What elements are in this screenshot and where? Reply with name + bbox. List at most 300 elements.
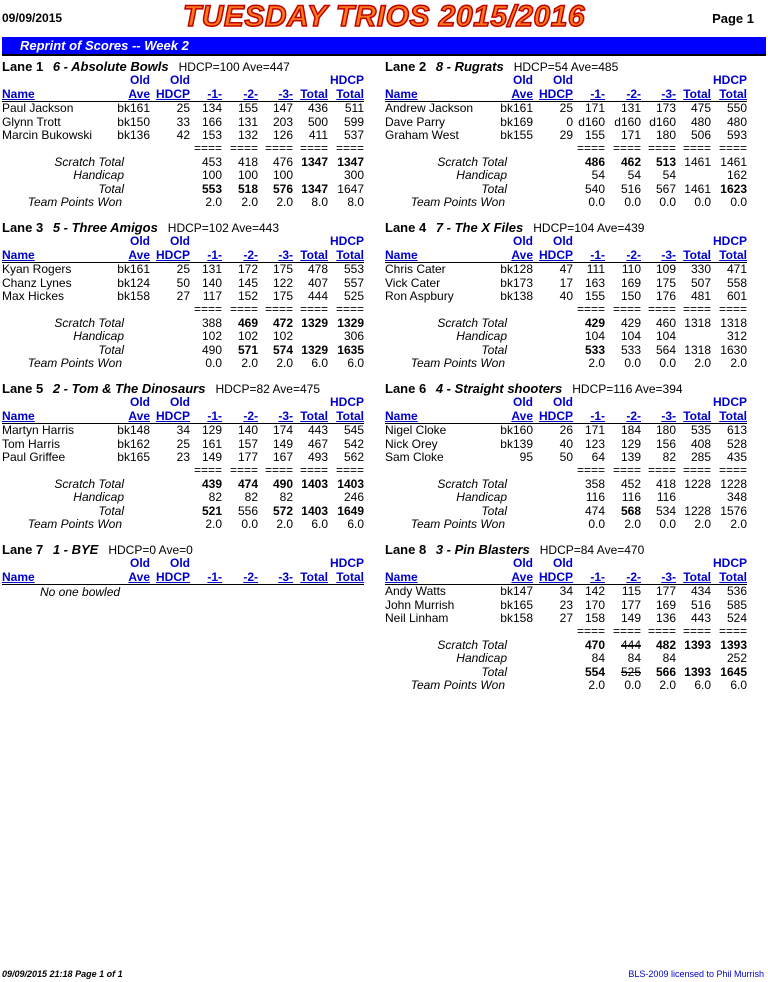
separator: ==== (682, 301, 711, 316)
lane-title (385, 59, 618, 74)
header-game-1: -1- (590, 409, 605, 423)
handicap-value: 82 (244, 490, 258, 504)
bowler-hdcp-total: 601 (726, 289, 747, 303)
bowler-ave: bk161 (117, 101, 150, 115)
scratch-total-label: Scratch Total (437, 154, 507, 169)
header-ave: Ave (128, 409, 150, 423)
handicap-label: Handicap (456, 329, 507, 343)
bowler-game-2: 131 (237, 114, 258, 129)
bowler-game-2: 140 (237, 423, 258, 437)
header-game-3: -3- (278, 570, 293, 584)
bowler-name: Tom Harris (2, 436, 61, 451)
scratch-total-value: 453 (201, 154, 222, 169)
scratch-total-label: Scratch Total (437, 476, 507, 491)
bowler-total: 481 (690, 289, 711, 303)
handicap-value: 102 (201, 329, 222, 343)
bowler-game-3: 177 (655, 584, 676, 598)
bowler-ave: bk158 (117, 289, 150, 303)
header-hdcp: HDCP (329, 73, 364, 87)
team-total-value: 474 (584, 503, 605, 518)
team-points-value: 0.0 (659, 195, 676, 209)
handicap-value: 100 (201, 168, 222, 182)
header-game-2: -2- (243, 409, 258, 423)
bowler-name: Andy Watts (385, 584, 446, 598)
bowler-hdcp-total: 613 (726, 423, 747, 437)
bowler-name: Max Hickes (2, 289, 65, 303)
scratch-total-value: 388 (201, 315, 222, 330)
separator: ==== (299, 140, 328, 155)
team-name: 2 - Tom & The Dinosaurs (52, 381, 206, 396)
header-ave: Ave (128, 570, 150, 584)
bowler-hdcp-total: 480 (726, 114, 747, 129)
scratch-total-value: 472 (272, 315, 293, 330)
header-old: Old (170, 395, 190, 409)
bowler-hdcp: 47 (559, 262, 573, 276)
separator: ==== (718, 140, 747, 155)
team-points-value: 2.0 (276, 517, 293, 531)
header-total: Total (300, 87, 328, 101)
separator: ==== (576, 140, 605, 155)
bowler-hdcp: 0 (566, 114, 573, 129)
team-name: 4 - Straight shooters (435, 381, 563, 396)
scratch-total-value: 1329 (337, 315, 364, 330)
bowler-hdcp-total: 585 (726, 597, 747, 612)
lane-title (385, 542, 644, 557)
handicap-value: 348 (726, 490, 747, 504)
team-points-value: 0.0 (659, 356, 676, 370)
scratch-total-value: 476 (272, 154, 293, 169)
separator: ==== (647, 623, 676, 638)
lane-number: Lane 1 (2, 59, 44, 74)
team-points-value: 2.0 (730, 517, 747, 531)
header-name: Name (385, 409, 418, 423)
team-points-value: 2.0 (659, 678, 676, 692)
bowler-game-3: 175 (655, 275, 676, 290)
header-old: Old (553, 234, 573, 248)
bowler-name: Ron Aspbury (385, 289, 454, 303)
scratch-total-value: 490 (272, 476, 293, 491)
team-points-value: 2.0 (241, 356, 258, 370)
lane-block (385, 381, 765, 541)
bowler-game-1: 158 (584, 611, 605, 625)
team-total-value: 1630 (720, 342, 747, 357)
bowler-game-2: 169 (620, 275, 641, 290)
header-total: Total (683, 570, 711, 584)
scratch-total-value: 1403 (301, 476, 328, 491)
banner-text: Reprint of Scores -- Week 2 (20, 38, 189, 53)
separator: ==== (299, 462, 328, 477)
lane-title (2, 220, 279, 235)
team-points-value: 0.0 (588, 517, 605, 531)
separator: ==== (193, 462, 222, 477)
header-hdcp: HDCP (155, 87, 190, 101)
team-name: 5 - Three Amigos (52, 220, 158, 235)
handicap-value: 104 (584, 329, 605, 343)
team-points-value: 0.0 (241, 517, 258, 531)
footer-license: BLS-2009 licensed to Phil Murrish (628, 969, 764, 979)
page-number: Page 1 (712, 11, 754, 26)
team-total-value: 1228 (684, 503, 711, 518)
team-handicap-average: HDCP=116 Ave=394 (572, 382, 683, 396)
lane-number: Lane 8 (385, 542, 427, 557)
header-hdcp: HDCP (329, 234, 364, 248)
separator: ==== (612, 623, 641, 638)
team-points-value: 8.0 (311, 195, 328, 209)
scratch-total-value: 1228 (720, 476, 747, 491)
team-total-value: 533 (620, 342, 641, 357)
bowler-game-3: 174 (272, 423, 293, 437)
header-hdcp: HDCP (538, 570, 573, 584)
team-total-label: Total (481, 342, 507, 357)
team-points-label: Team Points Won (410, 678, 505, 692)
separator: ==== (682, 462, 711, 477)
bowler-name: Sam Cloke (385, 450, 444, 464)
header-ave: Ave (511, 87, 533, 101)
bowler-game-2: 149 (620, 611, 641, 625)
lane-number: Lane 2 (385, 59, 427, 74)
team-points-value: 2.0 (588, 356, 605, 370)
separator: ==== (612, 140, 641, 155)
bowler-game-3: 156 (655, 436, 676, 451)
bowler-hdcp: 27 (559, 611, 573, 625)
footer-timestamp: 09/09/2015 21:18 Page 1 of 1 (2, 969, 123, 979)
header-total: Total (300, 248, 328, 262)
team-total-value: 564 (655, 342, 676, 357)
separator: ==== (718, 462, 747, 477)
header-old: Old (553, 556, 573, 570)
team-total-value: 574 (272, 342, 293, 357)
header-game-3: -3- (278, 409, 293, 423)
team-points-value: 2.0 (588, 678, 605, 692)
bowler-total: 285 (690, 450, 711, 464)
header-hdcp-total: Total (336, 248, 364, 262)
bowler-hdcp-total: 545 (343, 423, 364, 437)
bowler-hdcp: 29 (559, 128, 573, 142)
scratch-total-value: 513 (655, 154, 676, 169)
header-hdcp-total: Total (719, 87, 747, 101)
bowler-total: 480 (690, 114, 711, 129)
bowler-total: 535 (690, 423, 711, 437)
team-total-value: 1329 (301, 342, 328, 357)
bowler-hdcp: 25 (176, 436, 190, 451)
team-total-value: 1393 (684, 664, 711, 679)
lane-title (2, 542, 193, 557)
report-banner (2, 37, 766, 56)
bowler-ave: 95 (519, 450, 533, 464)
scratch-total-value: 1347 (301, 154, 328, 169)
scratch-total-value: 474 (237, 476, 258, 491)
bowler-hdcp: 40 (559, 289, 573, 303)
bowler-ave: bk161 (117, 262, 150, 276)
bowler-ave: bk150 (117, 114, 150, 129)
bowler-name: Chris Cater (385, 262, 446, 276)
team-points-value: 6.0 (311, 356, 328, 370)
scratch-total-value: 462 (620, 154, 641, 169)
bowler-name: Paul Jackson (2, 101, 74, 115)
team-total-value: 553 (201, 181, 222, 196)
bowler-ave: bk165 (117, 450, 150, 464)
lane-title (2, 59, 290, 74)
lane-block (2, 220, 382, 380)
header-ave: Ave (511, 570, 533, 584)
bowler-ave: bk138 (500, 289, 533, 303)
bowler-name: John Murrish (385, 597, 455, 612)
header-game-3: -3- (661, 87, 676, 101)
team-points-value: 2.0 (624, 517, 641, 531)
bowler-game-2: 115 (621, 584, 641, 598)
bowler-game-2: 139 (620, 450, 641, 464)
lane-block (2, 381, 382, 541)
header-old: Old (170, 556, 190, 570)
team-total-value: 571 (237, 342, 258, 357)
header-old: Old (513, 395, 533, 409)
lane-number: Lane 5 (2, 381, 44, 396)
bowler-total: 443 (307, 423, 328, 437)
header-hdcp: HDCP (538, 409, 573, 423)
bowler-total: 411 (308, 128, 328, 142)
header-total: Total (300, 570, 328, 584)
team-total-value: 1403 (301, 503, 328, 518)
bowler-hdcp-total: 599 (343, 114, 364, 129)
header-hdcp: HDCP (329, 395, 364, 409)
team-total-value: 567 (655, 181, 676, 196)
team-total-value: 1347 (301, 181, 328, 196)
bowler-game-1: 111 (586, 262, 605, 276)
bowler-hdcp: 33 (176, 114, 190, 129)
separator: ==== (193, 301, 222, 316)
header-old: Old (553, 73, 573, 87)
bowler-ave: bk169 (500, 114, 533, 129)
lane-title (385, 220, 644, 235)
bowler-game-2: 150 (620, 289, 641, 303)
handicap-label: Handicap (73, 490, 124, 504)
separator: ==== (335, 140, 364, 155)
header-game-3: -3- (278, 87, 293, 101)
bowler-game-1: 153 (201, 128, 222, 142)
handicap-value: 54 (627, 168, 641, 182)
team-points-value: 2.0 (276, 195, 293, 209)
bowler-game-3: 173 (655, 101, 676, 115)
team-points-value: 6.0 (730, 678, 747, 692)
bowler-game-2: 132 (237, 128, 258, 142)
separator: ==== (647, 140, 676, 155)
team-points-label: Team Points Won (27, 517, 122, 531)
team-total-value: 518 (237, 181, 258, 196)
bowler-game-2: 110 (621, 262, 641, 276)
bowler-hdcp-total: 525 (343, 289, 364, 303)
header-ave: Ave (511, 409, 533, 423)
bowler-game-1: 131 (201, 262, 222, 276)
bowler-hdcp-total: 435 (726, 450, 747, 464)
header-hdcp-total: Total (719, 409, 747, 423)
bowler-game-3: 82 (662, 450, 676, 464)
header-game-3: -3- (661, 570, 676, 584)
team-handicap-average: HDCP=82 Ave=475 (215, 382, 320, 396)
team-handicap-average: HDCP=0 Ave=0 (108, 543, 193, 557)
lane-block (385, 220, 765, 380)
bowler-game-2: 184 (620, 423, 641, 437)
bowler-ave: bk148 (117, 423, 150, 437)
team-points-value: 2.0 (694, 356, 711, 370)
header-ave: Ave (128, 87, 150, 101)
bowler-hdcp-total: 528 (726, 436, 747, 451)
header-hdcp-total: Total (336, 409, 364, 423)
team-name: 6 - Absolute Bowls (52, 59, 169, 74)
empty-lane-note: No one bowled (40, 585, 121, 599)
header-total: Total (300, 409, 328, 423)
header-game-2: -2- (626, 570, 641, 584)
team-points-value: 0.0 (694, 195, 711, 209)
header-old: Old (170, 234, 190, 248)
scratch-total-value: 429 (584, 315, 605, 330)
team-points-value: 2.0 (694, 517, 711, 531)
bowler-name: Nigel Cloke (385, 423, 447, 437)
team-total-value: 568 (620, 503, 641, 518)
header-name: Name (2, 87, 35, 101)
bowler-name: Chanz Lynes (2, 275, 72, 290)
bowler-total: 493 (307, 450, 328, 464)
header-game-1: -1- (590, 570, 605, 584)
scratch-total-label: Scratch Total (54, 154, 124, 169)
handicap-value: 100 (272, 168, 293, 182)
header-name: Name (385, 570, 418, 584)
team-points-value: 0.0 (624, 678, 641, 692)
team-points-label: Team Points Won (27, 195, 122, 209)
scratch-total-value: 1393 (684, 637, 711, 652)
bowler-name: Neil Linham (385, 611, 449, 625)
header-game-3: -3- (278, 248, 293, 262)
bowler-total: 516 (690, 597, 711, 612)
separator: ==== (229, 140, 258, 155)
team-points-value: 2.0 (730, 356, 747, 370)
bowler-hdcp: 25 (559, 101, 573, 115)
header-game-1: -1- (207, 409, 222, 423)
header-total: Total (683, 87, 711, 101)
bowler-name: Marcin Bukowski (2, 128, 93, 142)
bowler-game-3: 180 (655, 423, 676, 437)
team-total-value: 1623 (720, 181, 747, 196)
separator: ==== (647, 462, 676, 477)
separator: ==== (576, 301, 605, 316)
team-total-value: 572 (272, 503, 293, 518)
handicap-value: 102 (237, 329, 258, 343)
handicap-value: 246 (343, 490, 364, 504)
bowler-ave: bk155 (500, 128, 533, 142)
team-points-value: 0.0 (624, 195, 641, 209)
separator: ==== (612, 301, 641, 316)
handicap-value: 252 (726, 651, 747, 665)
bowler-total: 443 (690, 611, 711, 625)
bowler-hdcp: 25 (176, 262, 190, 276)
team-handicap-average: HDCP=100 Ave=447 (178, 60, 290, 74)
separator: ==== (264, 301, 293, 316)
header-ave: Ave (511, 248, 533, 262)
team-name: 3 - Pin Blasters (435, 542, 530, 557)
bowler-total: 478 (307, 262, 328, 276)
bowler-game-1: 155 (584, 289, 605, 303)
bowler-hdcp-total: 542 (343, 436, 364, 451)
handicap-value: 82 (279, 490, 293, 504)
bowler-game-2: 171 (620, 128, 641, 142)
header-hdcp: HDCP (155, 570, 190, 584)
bowler-game-1: 149 (201, 450, 222, 464)
bowler-game-3: 147 (272, 101, 293, 115)
team-points-label: Team Points Won (410, 356, 505, 370)
separator: ==== (229, 301, 258, 316)
team-handicap-average: HDCP=54 Ave=485 (513, 60, 619, 74)
header-old: Old (553, 395, 573, 409)
separator: ==== (647, 301, 676, 316)
handicap-value: 116 (621, 490, 641, 504)
bowler-ave: bk173 (500, 275, 533, 290)
bowler-game-2: 152 (237, 289, 258, 303)
header-name: Name (2, 248, 35, 262)
bowler-game-1: 155 (584, 128, 605, 142)
bowler-name: Kyan Rogers (2, 262, 72, 276)
header-game-3: -3- (661, 248, 676, 262)
team-total-value: 1645 (720, 664, 747, 679)
bowler-hdcp-total: 511 (344, 101, 364, 115)
scratch-total-value: 358 (584, 476, 605, 491)
team-points-value: 8.0 (347, 195, 364, 209)
bowler-game-3: d160 (649, 114, 676, 129)
bowler-game-3: 203 (272, 114, 293, 129)
header-total: Total (683, 248, 711, 262)
team-points-value: 2.0 (205, 195, 222, 209)
handicap-value: 100 (237, 168, 258, 182)
header-name: Name (385, 87, 418, 101)
scratch-total-value: 429 (620, 315, 641, 330)
lane-number: Lane 7 (2, 542, 44, 557)
team-handicap-average: HDCP=104 Ave=439 (533, 221, 645, 235)
scratch-total-value: 1461 (720, 154, 747, 169)
header-old: Old (513, 73, 533, 87)
bowler-game-2: 155 (237, 101, 258, 115)
bowler-game-3: 176 (655, 289, 676, 303)
lane-block (2, 542, 382, 702)
bowler-total: 407 (307, 275, 328, 290)
scratch-total-value: 1318 (684, 315, 711, 330)
header-name: Name (2, 570, 35, 584)
handicap-label: Handicap (456, 651, 507, 665)
header-total: Total (683, 409, 711, 423)
bowler-game-3: 169 (655, 597, 676, 612)
bowler-game-1: 140 (201, 275, 222, 290)
header-game-2: -2- (243, 87, 258, 101)
bowler-game-1: 134 (201, 101, 222, 115)
bowler-game-1: 142 (584, 584, 605, 598)
team-total-value: 1647 (337, 181, 364, 196)
separator: ==== (682, 140, 711, 155)
header-game-2: -2- (626, 248, 641, 262)
header-game-2: -2- (243, 248, 258, 262)
header-name: Name (385, 248, 418, 262)
header-old: Old (130, 73, 150, 87)
bowler-hdcp-total: 536 (726, 584, 747, 598)
team-points-value: 2.0 (241, 195, 258, 209)
report-date: 09/09/2015 (2, 11, 63, 25)
bowler-hdcp: 50 (176, 275, 190, 290)
header-ave: Ave (128, 248, 150, 262)
bowler-game-3: 167 (272, 450, 293, 464)
team-points-value: 2.0 (276, 356, 293, 370)
header-hdcp-total: Total (336, 570, 364, 584)
header-hdcp: HDCP (155, 248, 190, 262)
bowler-game-1: 161 (201, 436, 222, 451)
bowler-total: 408 (690, 436, 711, 451)
bowler-total: 507 (690, 275, 711, 290)
bowler-game-2: 177 (620, 597, 641, 612)
